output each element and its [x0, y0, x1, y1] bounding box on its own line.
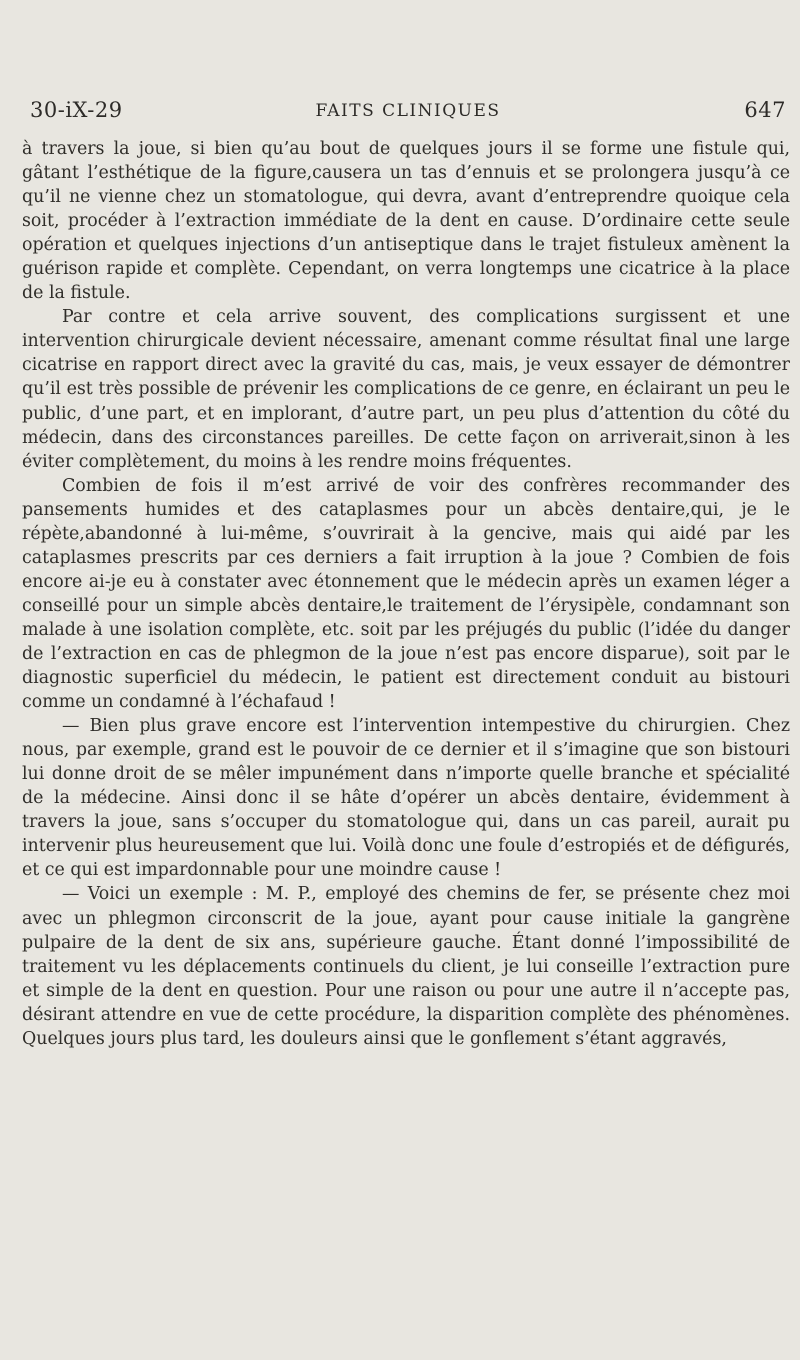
paragraph: — Bien plus grave encore est l’intervention intempestive du chirurgien. Chez nous, par exemple, grand est le pouvoir de ce dernier et il s’imagine que son bistouri lui donne droit de se mêler impunément dans n’importe quelle branche et spécialité de la médecine. Ainsi donc il se hâte d’opérer un abcès dentaire, évidemment à travers la joue, sans s’occuper du stomatologue qui, dans un cas pareil, aurait pu intervenir plus heureusement que lui. Voilà donc une foule d’estropiés et de défigurés, et ce qui est impardonnable pour une moindre cause ! [22, 716, 790, 881]
paragraph: Combien de fois il m’est arrivé de voir des confrères recommander des pansements humides et des cataplasmes pour un abcès dentaire,qui, je le répète,abandonné à lui-même, s’ouvrirait à la gencive, mais qui aidé par les cataplasmes prescrits par ces derniers a fait irruption à la joue ? Combien de fois encore ai-je eu à constater avec étonnement que le médecin après un examen léger a conseillé pour un simple abcès dentaire,le traitement de l’érysipèle, condamnant son malade à une isolation complète, etc. soit par les préjugés du public (l’idée du danger de l’extraction en cas de phlegmon de la joue n’est pas encore disparue), soit par le diagnostic superficiel du médecin, le patient est directement conduit au bistouri comme un condamné à l’échafaud ! [22, 475, 790, 713]
paragraph: à travers la joue, si bien qu’au bout de quelques jours il se forme une fistule qui, gâtant l’esthétique de la figure,causera un tas d’ennuis et se prolongera jusqu’à ce qu’il ne vienne chez un stomatologue, qui devra, avant d’entreprendre quoique cela soit, procéder à l’extraction immédiate de la dent en cause. D’ordinaire cette seule opération et quelques injections d’un antiseptique dans le trajet fistuleux amènent la guérison rapide et complète. Cependant, on verra longtemps une cicatrice à la place de la fistule. [22, 139, 790, 304]
paragraph: — Voici un exemple : M. P., employé des chemins de fer, se présente chez moi avec un phlegmon circonscrit de la joue, ayant pour cause initiale la gangrène pulpaire de la dent de six ans, supérieure gauche. Étant donné l’impossibilité de traitement vu les déplacements continuels du client, je lui conseille l’extraction pure et simple de la dent en question. Pour une raison ou pour une autre il n’accepte pas, désirant attendre en vue de cette procédure, la disparition complète des phénomènes. Quelques jours plus tard, les douleurs ainsi que le gonflement s’étant aggravés, [22, 884, 790, 1049]
header-date-mark: 30-iX-29 [30, 98, 123, 122]
page-header [30, 98, 786, 130]
body-text [22, 137, 790, 1051]
page-number: 647 [744, 98, 786, 122]
paragraph: Par contre et cela arrive souvent, des complications surgissent et une intervention chirurgicale devient nécessaire, amenant comme résultat final une large cicatrise en rapport direct avec la gravité du cas, mais, je veux essayer de démontrer qu’il est très possible de prévenir les complications de ce genre, en éclairant un peu le public, d’une part, et en implorant, d’autre part, un peu plus d’attention du côté du médecin, dans des circonstances pareilles. De cette façon on arriverait,sinon à les éviter complètement, du moins à les rendre moins fréquentes. [22, 307, 790, 472]
running-title: FAITS CLINIQUES [315, 101, 501, 121]
